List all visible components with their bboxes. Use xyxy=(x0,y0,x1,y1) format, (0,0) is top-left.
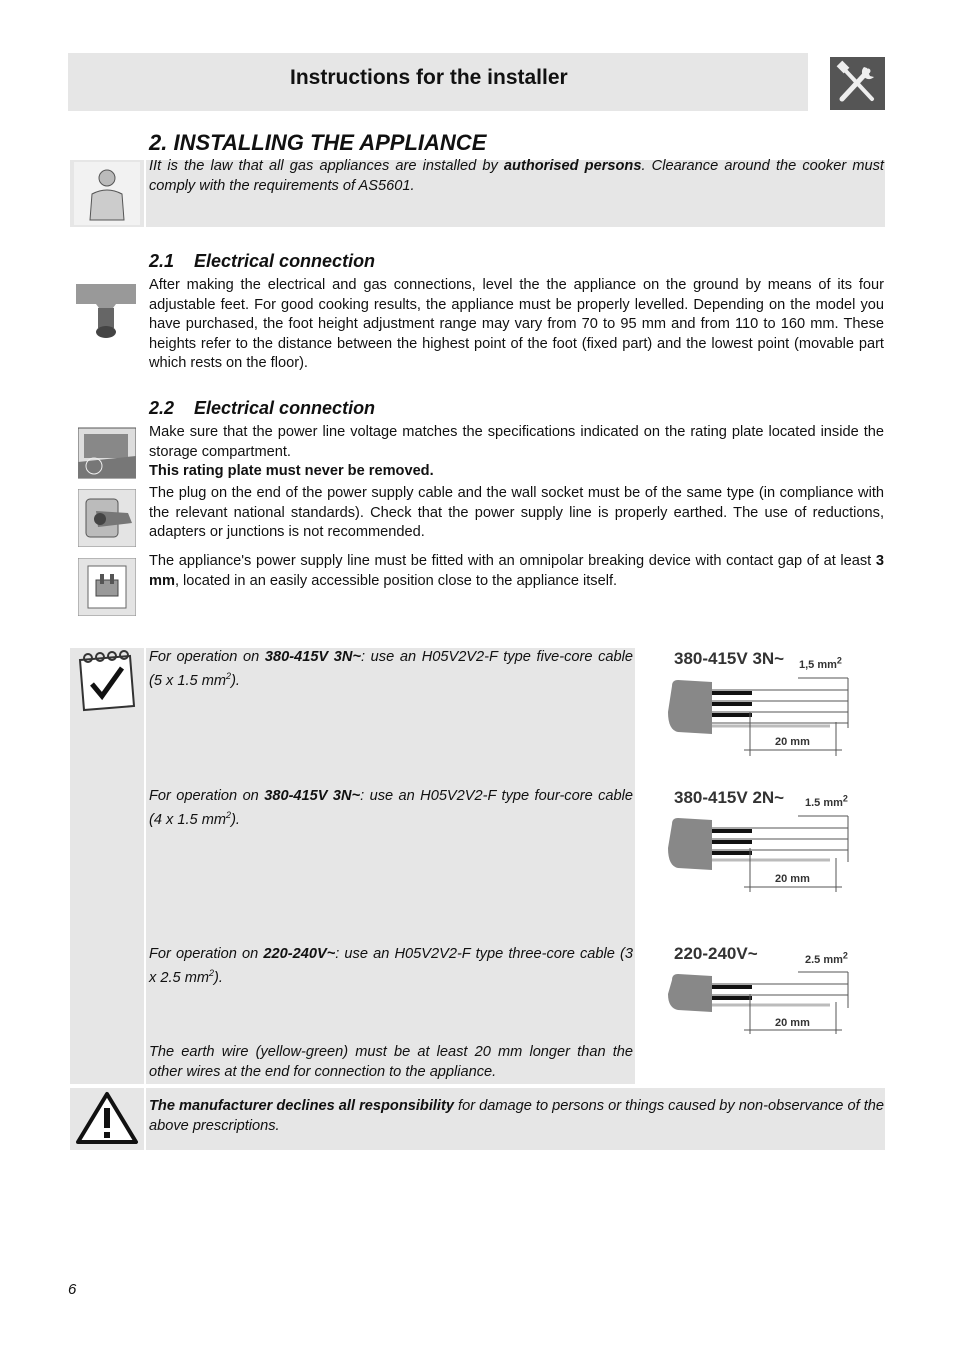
diagram-4core-section-label: 1.5 $mm^2$ xyxy=(805,793,848,809)
notebook-check-icon xyxy=(70,648,144,718)
subsection-2-1-title: 2.1 Electrical connection xyxy=(149,251,376,271)
plug-socket-icon xyxy=(78,489,136,547)
wiring-diagram-3core xyxy=(664,968,854,1038)
diagram-4core-length-label: 20 mm xyxy=(775,873,810,885)
breaker-text: The appliance's power supply line must be fitted with an omnipolar breaking device with contact gap of at least 3 mm, located in an easily accessible position close to the appliance itself. xyxy=(149,553,884,589)
cable-note-five-core: For operation on 380-415V 3N~: use an H05V2V2-F type five-core cable (5 x 1.5 $mm^2$). xyxy=(149,649,633,689)
page-number: 6 xyxy=(68,1281,77,1298)
rating-plate-warning: This rating plate must never be removed. xyxy=(149,463,434,479)
cable-note-three-core: For operation on 220-240V~: use an H05V2V2-F type three-core cable (3 x 2.5 $mm^2$). xyxy=(149,946,633,986)
subsection-2-1-text: After making the electrical and gas connections, level the the appliance on the ground by means of its four adjustable feet. For good cooking results, the appliance must be properly levelled. Depending on the model you have purchased, the foot height adjustment range may vary from 70 to 95 mm and from 110 to 160 mm. These heights refer to the distance between the highest point of the foot (fixed part) and the lowest point (movable part which rests on the floor). xyxy=(149,277,884,371)
adjustable-foot-icon xyxy=(76,278,136,340)
diagram-5core-voltage-label: 380-415V 3N~ xyxy=(674,649,785,668)
diagram-3core-section-label: 2.5 $mm^2$ xyxy=(805,950,848,966)
rating-plate-text: Make sure that the power line voltage matches the specifications indicated on the rating plate located inside the storage compartment. xyxy=(149,424,884,460)
plug-text: The plug on the end of the power supply cable and the wall socket must be of the same type (in compliance with the relevant national standards). Check that the power supply line is properly earthed. The use of reductions, adapters or junctions is not recommended. xyxy=(149,485,884,540)
diagram-4core-voltage-label: 380-415V 2N~ xyxy=(674,788,785,807)
breaker-switch-icon xyxy=(78,558,136,616)
cable-notes-box xyxy=(146,648,635,1084)
intro-text: IIt is the law that all gas appliances are installed by authorised persons. Clearance around the cooker must comply with the requirements of AS5601. xyxy=(149,158,884,194)
wiring-diagram-4core xyxy=(664,812,854,894)
installer-icon-cell xyxy=(70,160,144,227)
diagram-3core-voltage-label: 220-240V~ xyxy=(674,944,758,963)
oven-compartment-icon xyxy=(78,426,136,480)
diagram-5core-section-label: 1,5 $mm^2$ xyxy=(799,655,842,671)
warning-triangle-icon xyxy=(70,1088,144,1150)
subsection-2-2-title: 2.2 Electrical connection xyxy=(149,398,376,418)
warning-text: The manufacturer declines all responsibility for damage to persons or things caused by non-observance of the above prescriptions. xyxy=(149,1098,885,1134)
installer-person-icon xyxy=(70,160,144,227)
section-title: 2. INSTALLING THE APPLIANCE xyxy=(149,130,487,155)
cable-note-four-core: For operation on 380-415V 3N~: use an H05V2V2-F type four-core cable (4 x 1.5 $mm^2$). xyxy=(149,788,633,828)
diagram-3core-length-label: 20 mm xyxy=(775,1017,810,1029)
note-icon-cell xyxy=(70,648,144,1084)
tools-icon xyxy=(830,57,885,110)
diagram-5core-length-label: 20 mm xyxy=(775,736,810,748)
page-header-title: Instructions for the installer xyxy=(290,66,568,89)
earth-wire-note: The earth wire (yellow-green) must be at least 20 mm longer than the other wires at the end for connection to the appliance. xyxy=(149,1044,633,1080)
warning-icon-cell xyxy=(70,1088,144,1150)
wiring-diagram-5core xyxy=(664,672,854,758)
